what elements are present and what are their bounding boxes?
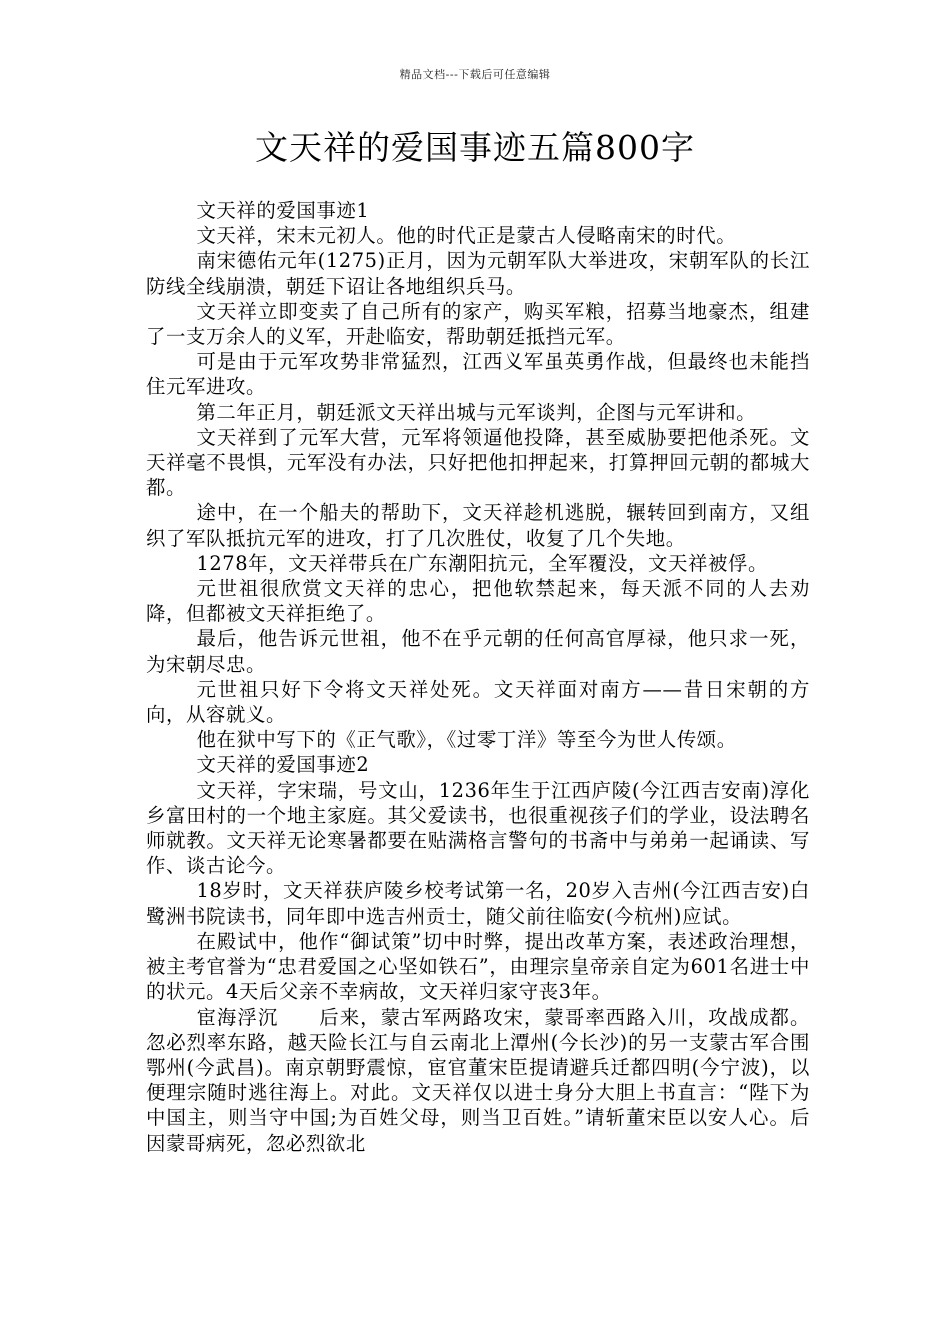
document-title: 文天祥的爱国事迹五篇800字 xyxy=(255,128,695,167)
paragraph: 在殿试中，他作“御试策”切中时弊，提出改革方案，表述政治理想，被主考官誉为“忠君爱国之心坚如铁石”，由理宗皇帝亲自定为601名进士中的状元。4天后父亲不幸病故，文天祥归家守丧3年。 xyxy=(146,929,810,1004)
section-heading-1: 文天祥的爱国事迹1 xyxy=(196,199,370,222)
paragraph: 文天祥，字宋瑞，号文山，1236年生于江西庐陵(今江西吉安南)淳化乡富田村的一个地主家庭。其父爱读书，也很重视孩子们的学业，设法聘名师就教。文天祥无论寒暑都要在贴满格言警句的书斋中与弟弟一起诵读、写作、谈古论今。 xyxy=(146,778,810,878)
paragraph: 18岁时，文天祥获庐陵乡校考试第一名，20岁入吉州(今江西吉安)白鹭洲书院读书，同年即中选吉州贡士，随父前往临安(今杭州)应试。 xyxy=(146,879,810,928)
paragraph: 文天祥到了元军大营，元军将领逼他投降，甚至威胁要把他杀死。文天祥毫不畏惧，元军没有办法，只好把他扣押起来，打算押回元朝的都城大都。 xyxy=(146,425,810,500)
paragraph: 途中，在一个船夫的帮助下，文天祥趁机逃脱，辗转回到南方，又组织了军队抵抗元军的进攻，打了几次胜仗，收复了几个失地。 xyxy=(146,501,810,550)
document-body xyxy=(146,198,810,1156)
paragraph: 可是由于元军攻势非常猛烈，江西义军虽英勇作战，但最终也未能挡住元军进攻。 xyxy=(146,350,810,399)
paragraph: 元世祖只好下令将文天祥处死。文天祥面对南方——昔日宋朝的方向，从容就义。 xyxy=(146,677,810,727)
paragraph: 文天祥立即变卖了自己所有的家产，购买军粮，招募当地豪杰，组建了一支万余人的义军，开赴临安，帮助朝廷抵挡元军。 xyxy=(146,299,810,349)
paragraph: 他在狱中写下的《正气歌》，《过零丁洋》等至今为世人传颂。 xyxy=(196,728,737,752)
paragraph: 元世祖很欣赏文天祥的忠心，把他软禁起来，每天派不同的人去劝降，但都被文天祥拒绝了。 xyxy=(146,577,810,626)
paragraph: 1278年，文天祥带兵在广东潮阳抗元，全军覆没，文天祥被俘。 xyxy=(196,551,768,575)
header-note: 精品文档---下载后可任意编辑 xyxy=(399,68,551,81)
paragraph: 最后，他告诉元世祖，他不在乎元朝的任何高官厚禄，他只求一死，为宋朝尽忠。 xyxy=(146,627,810,676)
paragraph: 文天祥，宋末元初人。他的时代正是蒙古人侵略南宋的时代。 xyxy=(196,224,737,248)
paragraph: 宦海浮沉 后来，蒙古军两路攻宋，蒙哥率西路入川，攻战成都。忽必烈率东路，越天险长江与自云南北上潭州(今长沙)的另一支蒙古军合围鄂州(今武昌)。南京朝野震惊，宦官董宋臣提请避兵迁都四明(今宁波)，以便理宗随时逃往海上。对此。文天祥仅以进士身分大胆上书直言：“陛下为中国主，则当守中国;为百姓父母，则当卫百姓。”请斩董宋臣以安人心。后因蒙哥病死，忽必烈欲北 xyxy=(146,1005,810,1155)
paragraph: 第二年正月，朝廷派文天祥出城与元军谈判，企图与元军讲和。 xyxy=(196,400,757,424)
section-heading-2: 文天祥的爱国事迹2 xyxy=(196,753,370,777)
paragraph: 南宋德佑元年(1275)正月，因为元朝军队大举进攻，宋朝军队的长江防线全线崩溃，朝廷下诏让各地组织兵马。 xyxy=(146,249,810,298)
